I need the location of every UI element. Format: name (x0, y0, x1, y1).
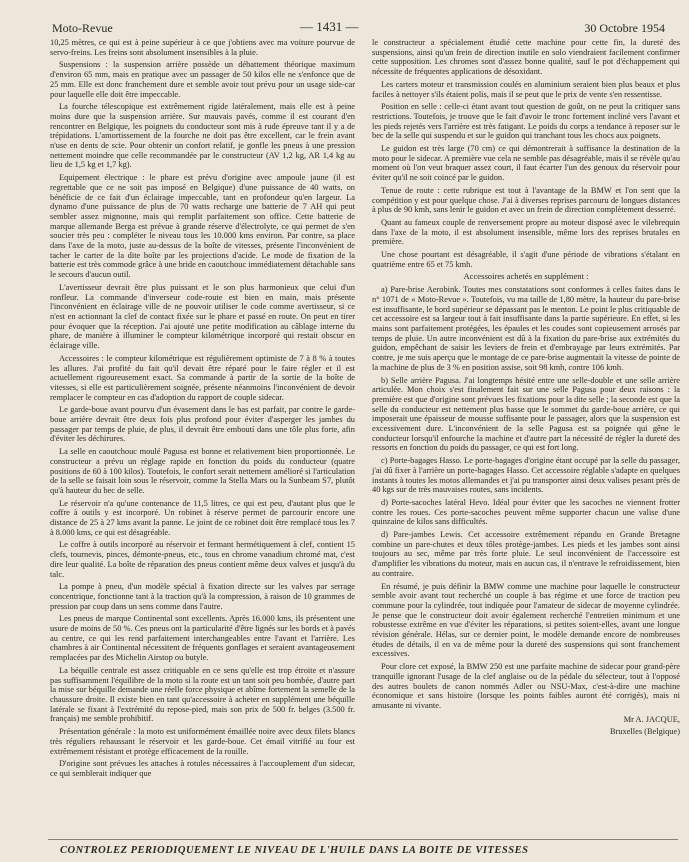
page-header (0, 0, 689, 36)
paragraph: c) Porte-bagages Hasso. Le porte-bagages d'origine étant occupé par la selle du passager, j'ai dû fixer à l'arrière un porte-bagages Hasso. Cet accessoire réglable s'adapte en quelques instants à toutes les motos allemandes et j'ai pu transporter ainsi deux valises pesant près de 40 kgs sur de très mauvaises routes, sans incidents. (372, 456, 680, 495)
paragraph: Une chose pourtant est désagréable, il s'agit d'une période de vibrations s'étalant en quatrième entre 65 et 75 kmh. (372, 250, 680, 269)
paragraph: En résumé, je puis définir la BMW comme une machine pour laquelle le constructeur semble avoir avant tout recherché un couple à bas régime et une force de traction peu commune pour la cylindrée, tout indiquée pour l'amateur de sidecar de moyenne cylindrée. Je pense que le constructeur doit avoir également recherché l'entretien minimum et une robustesse extrême en vue d'éviter les réparations, si petites soient-elles, avant une longue révision générale. Hélas, sur ce dernier point, le modèle demande encore de nombreuses études de détails, il en va de même pour la dureté des suspensions qui sont franchement excessives. (372, 581, 680, 659)
section-heading: Accessoires achetés en supplément : (463, 271, 589, 282)
left-column (50, 38, 355, 782)
paragraph: Présentation générale : la moto est uniformément émaillée noire avec deux filets blancs très réguliers rehaussant le réservoir et les garde-boue. Cet émail vitrifié au four est extrêmement résistant et protège efficacement de la rouille. (50, 727, 355, 756)
author-name: Mr A. JACQUE, (623, 714, 680, 724)
paragraph: Tenue de route : cette rubrique est tout à l'avantage de la BMW et l'on sent que la compétition y est pour quelque chose. J'ai à diverses reprises parcouru de longues distances à plus de 90 kmh, sans lenir le guidon et avec un frein de direction complètement desserré. (372, 185, 680, 215)
paragraph: a) Pare-brise Aerobink. Toutes mes constatations sont conformes à celles faites dans le n° 1071 de « Moto-Revue ». Toutefois, vu ma taille de 1,80 mètre, la hauteur du pare-brise est insuffisante, le bord supérieur se dépassant pas le menton. Le point le plus critiquable de cet accessoire est sa largeur tout à fait insuffisante dans la partie supérieure. En effet, si les mains sont parfaitement protégées, les épaules et les coudes sont copieusement arrosés par temps de pluie. Un autre inconvénient est dû à la fixation du pare-brise aux extrémités du guidon, empêchant de saisir les leviers de frein et d'embrayage par leurs extrémités. Par contre, je me suis aperçu que le montage de ce pare-brise augmentait la vitesse de pointe de la machine de plus de 3 % en position assise, soit 98 kmh, contre 106 kmh. (372, 285, 681, 372)
paragraph: Quant au fameux couple de renversement propre au moteur disposé avec le vilebrequin dans l'axe de la moto, il est absolument insensible, même lors des reprises brutales en première. (372, 217, 680, 247)
paragraph: Pour clore cet exposé, la BMW 250 est une parfaite machine de sidecar pour grand-père tranquille ignorant l'usage de la clef anglaise ou de la pédale du sélecteur, tout à l'opposé des autres boulets de canon nommés Adler ou NSU-Max, c'est-à-dire une machine économique et sans histoire (lorsque les points faibles auront été corrigés), mais ni amusante ni vivante. (372, 662, 680, 710)
paragraph: Equipement électrique : le phare est prévu d'origine avec ampoule jaune (il est regrettable que ce ne soit pas imposé en Belgique) d'une puissance de 40 watts, on bénéficie de ce fait d'un éclairage impeccable, tant en profondeur qu'en largeur. La dynamo d'une puissance de plus de 70 watts recharge une batterie de 7 AH qui peut sembler assez mignonne, mais qui remplit parfaitement son office. Cette batterie de marque allemande Berga est prévue à grande réserve d'électrolyte, ce qui permet de s'en soucier très peu : compléter le niveau tous les 10.000 kms environ. Par contre, sa place dans l'axe de la moto, juste au-dessus de la boîte de vitesses, présente l'inconvénient de tacher le carter de la dite boîte par les projections d'acide. Le mode de fixation de la batterie est très commode grâce à une bride en caoutchouc immédiatement détachable sans le secours d'aucun outil. (50, 173, 355, 280)
paragraph: le constructeur a spécialement étudié cette machine pour cette fin, la dureté des suspensions, ainsi qu'un frein de direction inutile en solo viendraient facilement confirmer cette supposition. Les chromes sont d'assez bonne qualité, sauf le pot d'échappement qui nécessite de fréquentes applications de désoxidant. (372, 38, 680, 77)
paragraph: Les pneus de marque Continental sont excellents. Après 16.000 kms, ils présentent une usure de moins de 50 %. Ces pneus ont la particularité d'être lignés sur les bords et à pavés au centre, ce qui les rend parfaitement interchangeables entre l'avant et l'arrière. Les chambres à air Continental nécessitent de fréquents gonflages et seraient avantageusement remplacées par des Michelin Airstop ou butyle. (50, 614, 355, 663)
issue-date: 30 Octobre 1954 (584, 21, 665, 35)
paragraph: La selle en caoutchouc moulé Pagusa est bonne et relativement bien proportionnée. Le constructeur a prévu un réglage rapide en fonction du poids du conducteur (quatre positions de 60 à 100 kilos). Toutefois, le confort serait nettement amélioré si l'articulation de la selle se faisait loin sous le réservoir, comme la Stella Mars ou la Sunbeam S7, plutôt qu'à hauteur du bec de selle. (50, 447, 355, 495)
paragraph: L'avertisseur devrait être plus puissant et le son plus harmonieux que celui d'un ronfleur. La commande d'inverseur code-route est bien en main, mais présente l'inconvénient en éclairage ville de ne pouvoir utiliser le code comme avertisseur, si ce n'est en actionnant la clef de contact fixée sur le phare et passé en route. On peut en tirer pour évoquer que la réception. J'ai ajouté une petite modification au câblage interne du phare, de manière à illuminer le compteur kilométrique incorporé qui restait obscur en éclairage ville. (50, 282, 355, 351)
paragraph: La pompe à pneu, d'un modèle spécial à fixation directe sur les valves par serrage concentrique, fonctionne tant à la traction qu'à la compression, à raison de 10 grammes de pression par coup dans un sens comme dans l'autre. (50, 582, 355, 611)
paragraph: Le réservoir n'a qu'une contenance de 11,5 litres, ce qui est peu, d'autant plus que le coffre à outils y est incorporé. Un robinet à réserve permet de parcourir encore une distance de 25 à 27 kms avant la panne. Le joint de ce robinet doit être remplacé tous les 7 à 8.000 kms, ce qui est désagréable. (50, 498, 355, 537)
paragraph: d) Pare-jambes Lewis. Cet accessoire extrêmement répandu en Grande Bretagne combine un pare-chutes et deux tôles protège-jambes. Les pieds et les jambes sont ainsi toujours au sec, même par très forte pluie. Le seul inconvénient de l'accessoire est d'amplifier les vibrations du moteur, mais en aucun cas, il n'entrave le refroidissement, bien au contraire. (372, 530, 680, 578)
paragraph: La fourche télescopique est extrêmement rigide latéralement, mais elle est à peine moins dure que la suspension arrière. Sur mauvais pavés, comme il est courant d'en rencontrer en Belgique, les poignets du conducteur sont mis à rude épreuve tant il y a de trépidations. L'amortissement de la fourche ne doit pas être excellent, car le frein avant n'use en dents de scie. Pour obtenir un confort relatif, je gonfle les pneus à une pression nettement moindre que celle recommandée par le constructeur (AV 1,2 kg, AR 1,4 kg au lieu de 1,5 kg et 1,7 kg). (50, 102, 355, 170)
paragraph: Position en selle : celle-ci étant avant tout question de goût, on ne peut la critiquer sans restrictions. Toutefois, je trouve que le fait d'avoir le tronc fortement incliné vers l'avant et les pieds rejetés vers l'arrière est très fatigant. Le poids du corps a tendance à reposer sur le bec de la selle qui suspendu et sur le guidon qui tranchant tous les chocs aux poignets. (372, 102, 680, 141)
paragraph: La béquille centrale est assez critiquable en ce sens qu'elle est trop étroite et n'assure pas suffisamment l'équilibre de la moto si la route est un tant soit peu bombée, d'autre part la mise sur béquille demande une réelle force physique et abîme fortement la semelle de la chaussure droite. Il existe bien en tant qu'accessoire à acheter en supplément une béquille latérale se fixant à l'extrémité du repose-pied, mais son prix de 500 fr. belges (3.500 fr. français) me semble prohibitif. (50, 665, 355, 724)
paragraph: d) Porte-sacoches latéral Hevo. Idéal pour éviter que les sacoches ne viennent frotter contre les roues. Ces porte-sacoches peuvent même supporter chacun une valise d'une quinzaine de kilos sans difficultés. (372, 497, 680, 527)
footer-rule (48, 839, 678, 840)
paragraph: b) Selle arrière Pagusa. J'ai longtemps hésité entre une selle-double et une selle arrière articulée. Mon choix s'est finalement fait sur une selle Pagusa pour deux raisons : la première est que d'origine sont prévues les fixations pour la dite selle ; la seconde est que la selle du conducteur est nettement plus basse que le sommet du garde-boue arrière, ce qui imposerait une épaisseur de mousse suffisante pour le passager, alors que la suspension est excessivement dure. L'inconvénient de la selle Pagusa est sa poignée qui gêne le conducteur lorsqu'il enfourche la machine et d'autre part la nécessité de régler la dureté des ressorts en fonction du poids du passager, ce qui est fort long. (372, 375, 680, 453)
paragraph: Les carters moteur et transmission coulés en aluminium seraient bien plus beaux et plus faciles à nettoyer s'ils étaient polis, mais il se peut que le prix de vente s'en ressentisse. (372, 79, 680, 99)
paragraph: Le guidon est très large (70 cm) ce qui démontrerait à suffisance la destination de la moto pour le sidecar. A première vue cela ne semble pas désagréable, mais il se révèle qu'au moment où l'on veut braquer assez court, il faut écarter l'un des genoux du réservoir pour éviter qu'il ne soit coincé par le guidon. (372, 144, 681, 183)
paragraph: 10,25 mètres, ce qui est à peine supérieur à ce que j'obtiens avec ma voiture pourvue de servo-freins. Les freins sont absolument insensibles à la pluie. (50, 38, 355, 57)
paragraph: Le garde-boue avant pourvu d'un évasement dans le bas est parfait, par contre le garde-boue arrière devrait être deux fois plus profond pour éviter d'asperger les jambes du passager par temps de pluie, de plus, il devrait être emboutí dans une tôle plus forte, afin d'éviter les déchirures. (50, 405, 355, 444)
paragraph: Le coffre à outils incorporé au réservoir et fermant hermétiquement à clef, contient 15 clefs, tournevis, pinces, démonte-pneus, etc., tous en chrome vanadium chromé mat, c'est dire leur qualité. La boîte de réparation des pneus contient même deux valves et jusqu'à du talc. (50, 540, 355, 579)
page-number: — 1431 — (300, 19, 359, 34)
paragraph: Accessoires : le compteur kilométrique est régulièrement optimiste de 7 à 8 % à toutes les allures. J'ai profité du fait qu'il devait être réparé pour le faire régler et il est actuellement rigoureusement exact. Sa commande à partir de la sortie de la boîte de vitesses, si elle est particulièrement soignée, présente néanmoins l'inconvénient de devoir remplacer le compteur en cas d'adoption du rapport de couple sidecar. (50, 353, 355, 402)
magazine-title: Moto-Revue (52, 21, 113, 35)
paragraph: D'origine sont prévues les attaches à rotules nécessaires à l'accouplement d'un sidecar, ce qui semblerait indiquer que (50, 759, 355, 778)
footer-notice: CONTROLEZ PERIODIQUEMENT LE NIVEAU DE L'HUILE DANS LA BOITE DE VITESSES (60, 845, 529, 856)
paragraph: Suspensions : la suspension arrière possède un débattement théorique maximum d'environ 65 mm, mais en pratique avec un passager de 50 kilos elle ne s'enfonce que de 25 mm. Elle est donc franchement dure et semble avoir tout prévu pour un usage side-car pour laquelle elle doit être impeccable. (50, 60, 355, 99)
right-column (372, 38, 680, 740)
author-place: Bruxelles (Belgique) (609, 727, 680, 737)
